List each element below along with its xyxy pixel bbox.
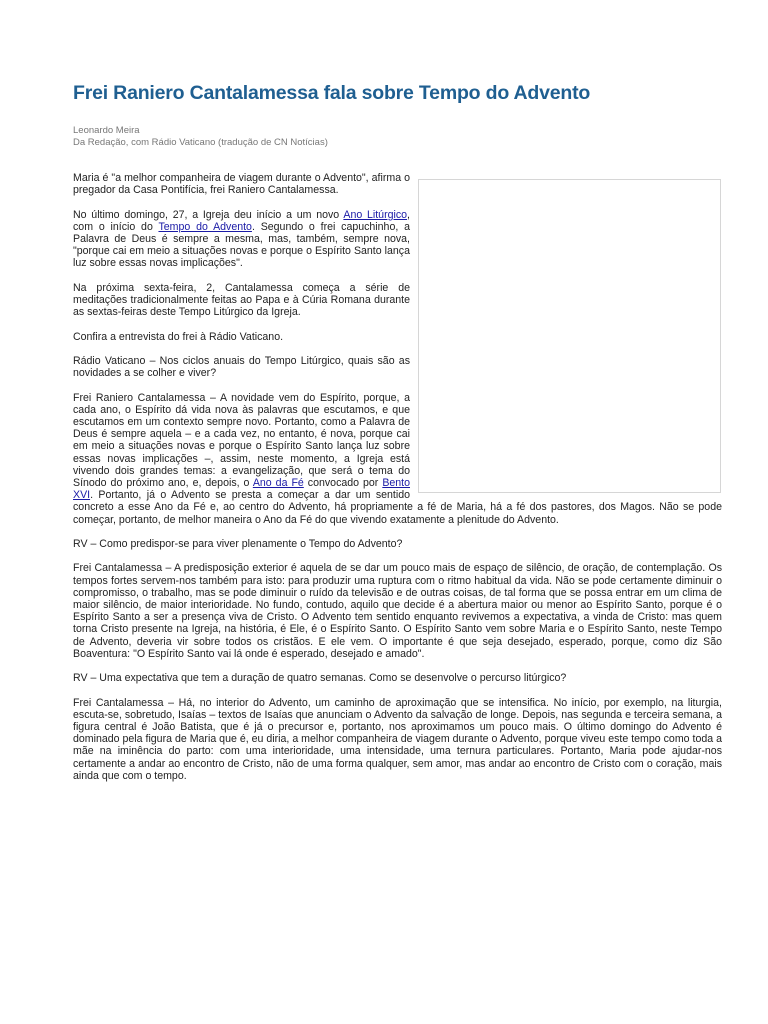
article-title: Frei Raniero Cantalamessa fala sobre Tempo do Advento bbox=[73, 82, 591, 104]
answer-3: Frei Cantalamessa – Há, no interior do Advento, um caminho de aproximação que se intensifica. No início, por exemplo, na liturgia, escuta-se, sobretudo, Isaías – textos de Isaías que anunciam o Advento da salvação de longe. Depois, nas segunda e terceira semana, a figura central é João Batista, que é já o precursor e, portanto, nos aproximamos um pouco mais. O último domingo do Advento é dominado pela figura de Maria que é, eu diria, a melhor companheira de viagem durante o Advento, porque viveu este tempo como toda a mãe na iminência do parto: com uma interioridade, uma intensidade, uma ternura particulares. Portanto, Maria pode ajudar-nos certamente a andar ao encontro de Cristo, não de uma forma qualquer, sem amor, mas andar ao encontro de Cristo com o coração, mais ainda que com o tempo. bbox=[73, 696, 722, 782]
text-segment: Frei Raniero Cantalamessa – A novidade vem do Espírito, porque, a cada ano, o Espírito dá vida nova às palavras que escutamos, e que escutamos em um contexto sempre novo. Portanto, como a Palavra de Deus é sempre aquela – e a cada vez, no entanto, é nova, porque cai em meio a situações novas e porque o Espírito Santo lança luz sobre essas novas implicações –, assim, neste momento, a Igreja está vivendo dois grandes temas: a evangelização, que será o tema do Sínodo do próximo ano, e, depois, o bbox=[73, 391, 410, 489]
article-body bbox=[73, 172, 722, 794]
byline bbox=[73, 125, 328, 149]
paragraph-intro: Maria é "a melhor companheira de viagem durante o Advento", afirma o pregador da Casa Pontifícia, frei Raniero Cantalamessa. bbox=[73, 172, 410, 197]
link-bento-xvi[interactable]: Bento XVI bbox=[73, 477, 410, 502]
author-name: Leonardo Meira bbox=[73, 125, 140, 136]
question-2: RV – Como predispor-se para viver plenamente o Tempo do Advento? bbox=[73, 538, 403, 550]
paragraph-meditations: Na próxima sexta-feira, 2, Cantalamessa começa a série de meditações tradicionalmente feitas ao Papa e à Cúria Romana durante as sextas-feiras deste Tempo Litúrgico da Igreja. bbox=[73, 281, 410, 319]
question-1: Rádio Vaticano – Nos ciclos anuais do Tempo Litúrgico, quais são as novidades a se colher e viver? bbox=[73, 354, 410, 380]
text-segment: . Segundo o frei capuchinho, a Palavra de Deus é sempre a mesma, mas, também, sempre nova, "porque cai em meio a situações novas e porque o Espírito Santo lança luz sobre essas novas implicações". bbox=[73, 220, 410, 270]
source-credit: Da Redação, com Rádio Vaticano (tradução de CN Notícias) bbox=[73, 137, 328, 148]
link-tempo-do-advento[interactable]: Tempo do Advento bbox=[158, 220, 252, 233]
text-segment: . Portanto, já o Advento se presta a começar a dar um sentido concreto a esse Ano da Fé e, ao centro do Advento, há propriamente a fé de Maria, há a fé dos pastores, dos Magos. Não se pode começar, portanto, de melhor maneira o Ano da Fé do que vivendo exatamente a plenitude do Advento. bbox=[73, 489, 722, 526]
embedded-media-frame[interactable] bbox=[418, 179, 721, 493]
text-segment: convocado por bbox=[303, 477, 383, 489]
text-segment: , com o início do bbox=[73, 208, 410, 233]
question-3: RV – Uma expectativa que tem a duração de quatro semanas. Como se desenvolve o percurso litúrgico? bbox=[73, 672, 567, 685]
answer-2: Frei Cantalamessa – A predisposição exterior é aquela de se dar um pouco mais de espaço de silêncio, de oração, de contemplação. Os tempos fortes servem-nos também para isto: para produzir uma ruptura com o ritmo habitual da vida. Não se pode certamente diminuir o compromisso, o trabalho, mas se pode diminuir o ruído da televisão e de outras coisas, de tal forma que se possa entrar em um clima de maior silêncio, de maior interioridade. No fundo, contudo, aquilo que decide é a abertura maior ou menor ao Espírito Santo, porque é o Espírito Santo a ser a presença viva de Cristo. O Advento tem sentido enquanto revivemos a expectativa, a vinda de Cristo: mas quem torna Cristo presente na Igreja, na história, é Ele, é o Espírito Santo. O Espírito Santo vem sobre Maria e o Espírito Santo, neste Tempo de Advento, deveria vir sobre todos os cristãos. E ele vem. O importante é que seja desejado, esperado, porque, como diz São Boaventura: "O Espírito Santo vai lá onde é esperado, desejado e amado". bbox=[73, 562, 722, 660]
link-ano-liturgico[interactable]: Ano Litúrgico bbox=[343, 208, 408, 221]
text-segment: No último domingo, 27, a Igreja deu início a um novo bbox=[73, 208, 344, 221]
link-ano-da-fe[interactable]: Ano da Fé bbox=[252, 477, 304, 489]
paragraph-interview-intro: Confira a entrevista do frei à Rádio Vaticano. bbox=[73, 330, 284, 343]
